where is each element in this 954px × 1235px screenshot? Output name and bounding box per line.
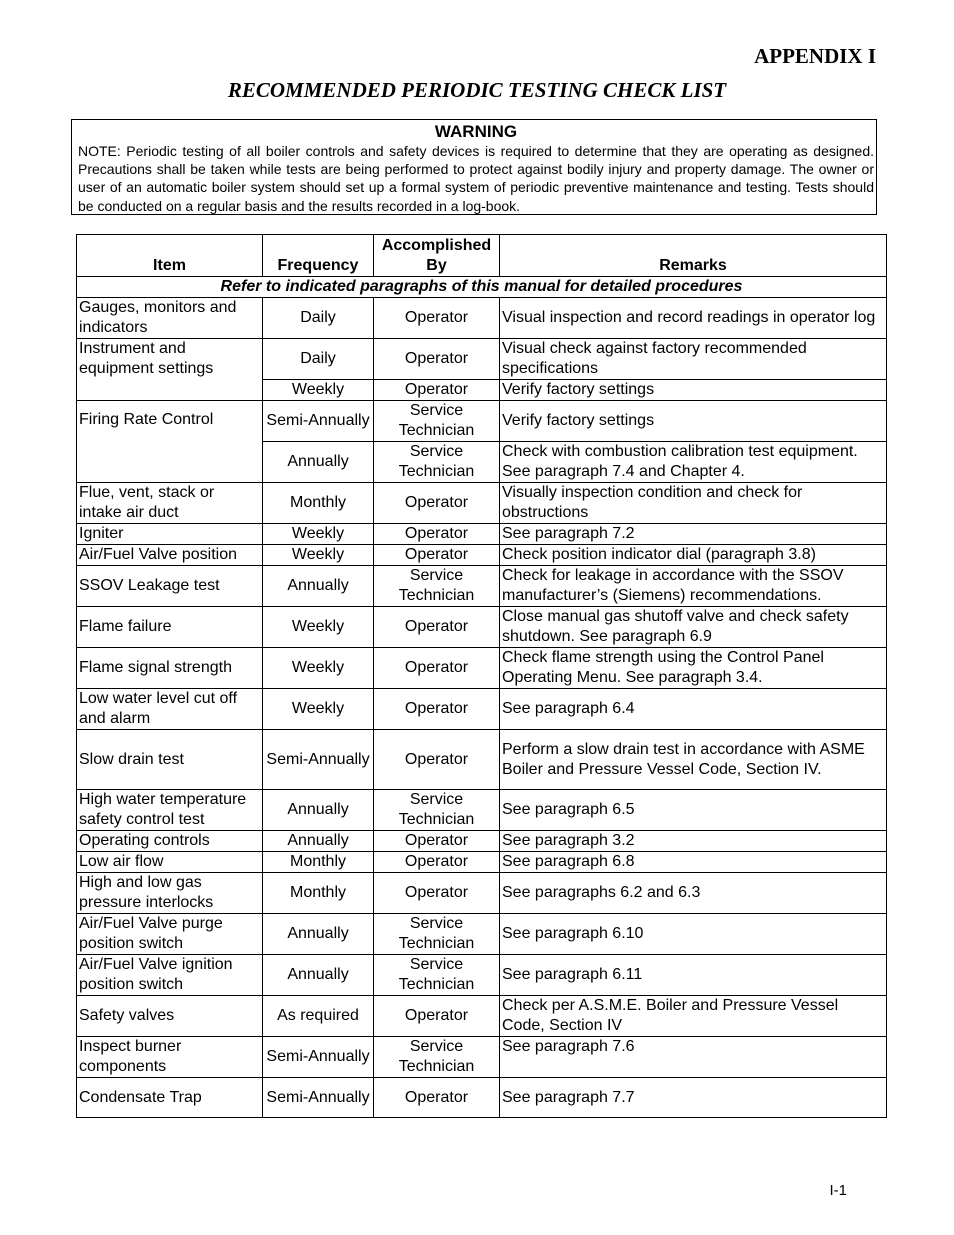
accomplished-by-cell: Operator (374, 996, 500, 1037)
remarks-cell: Check flame strength using the Control Panel Operating Menu. See paragraph 3.4. (500, 648, 887, 689)
remarks-cell: See paragraph 7.7 (500, 1078, 887, 1118)
reference-note: Refer to indicated paragraphs of this manual for detailed procedures (77, 277, 887, 298)
remarks-cell: Visually inspection condition and check for obstructions (500, 483, 887, 524)
frequency-cell: Daily (263, 339, 374, 380)
frequency-cell: Annually (263, 955, 374, 996)
header-frequency: Frequency (263, 235, 374, 277)
table-row (77, 831, 887, 852)
item-cell: Low air flow (77, 852, 263, 873)
item-cell: Flue, vent, stack or intake air duct (77, 483, 263, 524)
table-row (77, 524, 887, 545)
remarks-cell: Verify factory settings (500, 380, 887, 401)
header-accomplished-by: Accomplished By (374, 235, 500, 277)
table-row (77, 1078, 887, 1118)
item-cell: Inspect burner components (77, 1037, 263, 1078)
item-cell: Air/Fuel Valve purge position switch (77, 914, 263, 955)
remarks-cell: See paragraph 6.4 (500, 689, 887, 730)
item-cell: Low water level cut off and alarm (77, 689, 263, 730)
table-row (77, 545, 887, 566)
appendix-label: APPENDIX I (754, 44, 876, 68)
frequency-cell: Monthly (263, 873, 374, 914)
item-cell: High and low gas pressure interlocks (77, 873, 263, 914)
accomplished-by-cell: Operator (374, 873, 500, 914)
item-cell: Firing Rate Control (77, 401, 263, 483)
table-row (77, 483, 887, 524)
remarks-cell: See paragraph 6.8 (500, 852, 887, 873)
accomplished-by-cell: Operator (374, 339, 500, 380)
frequency-cell: Annually (263, 442, 374, 483)
item-cell: Air/Fuel Valve position (77, 545, 263, 566)
remarks-cell: See paragraph 6.10 (500, 914, 887, 955)
frequency-cell: Semi-Annually (263, 401, 374, 442)
frequency-cell: Weekly (263, 689, 374, 730)
remarks-cell: Visual inspection and record readings in operator log (500, 298, 887, 339)
document-title: RECOMMENDED PERIODIC TESTING CHECK LIST (227, 78, 727, 102)
frequency-cell: Monthly (263, 483, 374, 524)
accomplished-by-cell: Operator (374, 730, 500, 790)
table-row (77, 607, 887, 648)
reference-note-row (77, 277, 887, 298)
frequency-cell: As required (263, 996, 374, 1037)
accomplished-by-cell: Service Technician (374, 566, 500, 607)
table-row (77, 401, 887, 442)
table-header-row (77, 235, 887, 277)
remarks-cell: Check position indicator dial (paragraph 3.8) (500, 545, 887, 566)
table-row (77, 730, 887, 790)
frequency-cell: Semi-Annually (263, 730, 374, 790)
table-row (77, 566, 887, 607)
item-cell: Flame signal strength (77, 648, 263, 689)
accomplished-by-cell: Operator (374, 831, 500, 852)
table-row (77, 914, 887, 955)
frequency-cell: Weekly (263, 607, 374, 648)
remarks-cell: Close manual gas shutoff valve and check safety shutdown. See paragraph 6.9 (500, 607, 887, 648)
remarks-cell: See paragraph 6.5 (500, 790, 887, 831)
table-row (77, 298, 887, 339)
remarks-cell: See paragraph 7.6 (500, 1037, 887, 1078)
accomplished-by-cell: Operator (374, 483, 500, 524)
accomplished-by-cell: Operator (374, 380, 500, 401)
remarks-cell: Perform a slow drain test in accordance with ASME Boiler and Pressure Vessel Code, Section IV. (500, 730, 887, 790)
table-row (77, 852, 887, 873)
remarks-cell: Check per A.S.M.E. Boiler and Pressure Vessel Code, Section IV (500, 996, 887, 1037)
table-row (77, 1037, 887, 1078)
testing-checklist-table (76, 234, 887, 1118)
table-row (77, 996, 887, 1037)
header-remarks: Remarks (500, 235, 887, 277)
frequency-cell: Annually (263, 831, 374, 852)
warning-box (71, 119, 877, 215)
frequency-cell: Weekly (263, 380, 374, 401)
table-row (77, 955, 887, 996)
item-cell: Flame failure (77, 607, 263, 648)
accomplished-by-cell: Operator (374, 689, 500, 730)
table-row (77, 790, 887, 831)
remarks-cell: See paragraphs 6.2 and 6.3 (500, 873, 887, 914)
item-cell: SSOV Leakage test (77, 566, 263, 607)
item-cell: Igniter (77, 524, 263, 545)
table-row (77, 648, 887, 689)
remarks-cell: Visual check against factory recommended specifications (500, 339, 887, 380)
frequency-cell: Semi-Annually (263, 1078, 374, 1118)
accomplished-by-cell: Operator (374, 607, 500, 648)
item-cell: Condensate Trap (77, 1078, 263, 1118)
accomplished-by-cell: Service Technician (374, 914, 500, 955)
accomplished-by-cell: Operator (374, 545, 500, 566)
frequency-cell: Annually (263, 790, 374, 831)
frequency-cell: Semi-Annually (263, 1037, 374, 1078)
item-cell: Instrument and equipment settings (77, 339, 263, 401)
frequency-cell: Annually (263, 566, 374, 607)
item-cell: Slow drain test (77, 730, 263, 790)
accomplished-by-cell: Service Technician (374, 955, 500, 996)
frequency-cell: Weekly (263, 648, 374, 689)
accomplished-by-cell: Operator (374, 648, 500, 689)
item-cell: Gauges, monitors and indicators (77, 298, 263, 339)
table-row (77, 689, 887, 730)
remarks-cell: Verify factory settings (500, 401, 887, 442)
frequency-cell: Weekly (263, 524, 374, 545)
item-cell: Safety valves (77, 996, 263, 1037)
page-number: I-1 (829, 1182, 847, 1199)
accomplished-by-cell: Operator (374, 298, 500, 339)
remarks-cell: Check with combustion calibration test equipment. See paragraph 7.4 and Chapter 4. (500, 442, 887, 483)
warning-text: NOTE: Periodic testing of all boiler controls and safety devices is required to determine that they are operating as designed. Precautions shall be taken while tests are being performed to protect against bodily injury and property damage. The owner or user of an automatic boiler system should set up a formal system of periodic preventive maintenance and testing. Tests should be conducted on a regular basis and the results recorded in a log-book. (78, 143, 874, 214)
accomplished-by-cell: Service Technician (374, 442, 500, 483)
frequency-cell: Daily (263, 298, 374, 339)
accomplished-by-cell: Operator (374, 852, 500, 873)
accomplished-by-cell: Operator (374, 1078, 500, 1118)
accomplished-by-cell: Service Technician (374, 401, 500, 442)
table-row (77, 873, 887, 914)
warning-heading: WARNING (434, 122, 518, 141)
remarks-cell: See paragraph 7.2 (500, 524, 887, 545)
header-item: Item (77, 235, 263, 277)
item-cell: High water temperature safety control test (77, 790, 263, 831)
accomplished-by-cell: Service Technician (374, 790, 500, 831)
remarks-cell: See paragraph 3.2 (500, 831, 887, 852)
frequency-cell: Annually (263, 914, 374, 955)
item-cell: Air/Fuel Valve ignition position switch (77, 955, 263, 996)
accomplished-by-cell: Service Technician (374, 1037, 500, 1078)
accomplished-by-cell: Operator (374, 524, 500, 545)
frequency-cell: Monthly (263, 852, 374, 873)
remarks-cell: Check for leakage in accordance with the SSOV manufacturer’s (Siemens) recommendations. (500, 566, 887, 607)
frequency-cell: Weekly (263, 545, 374, 566)
table-row (77, 339, 887, 380)
item-cell: Operating controls (77, 831, 263, 852)
remarks-cell: See paragraph 6.11 (500, 955, 887, 996)
